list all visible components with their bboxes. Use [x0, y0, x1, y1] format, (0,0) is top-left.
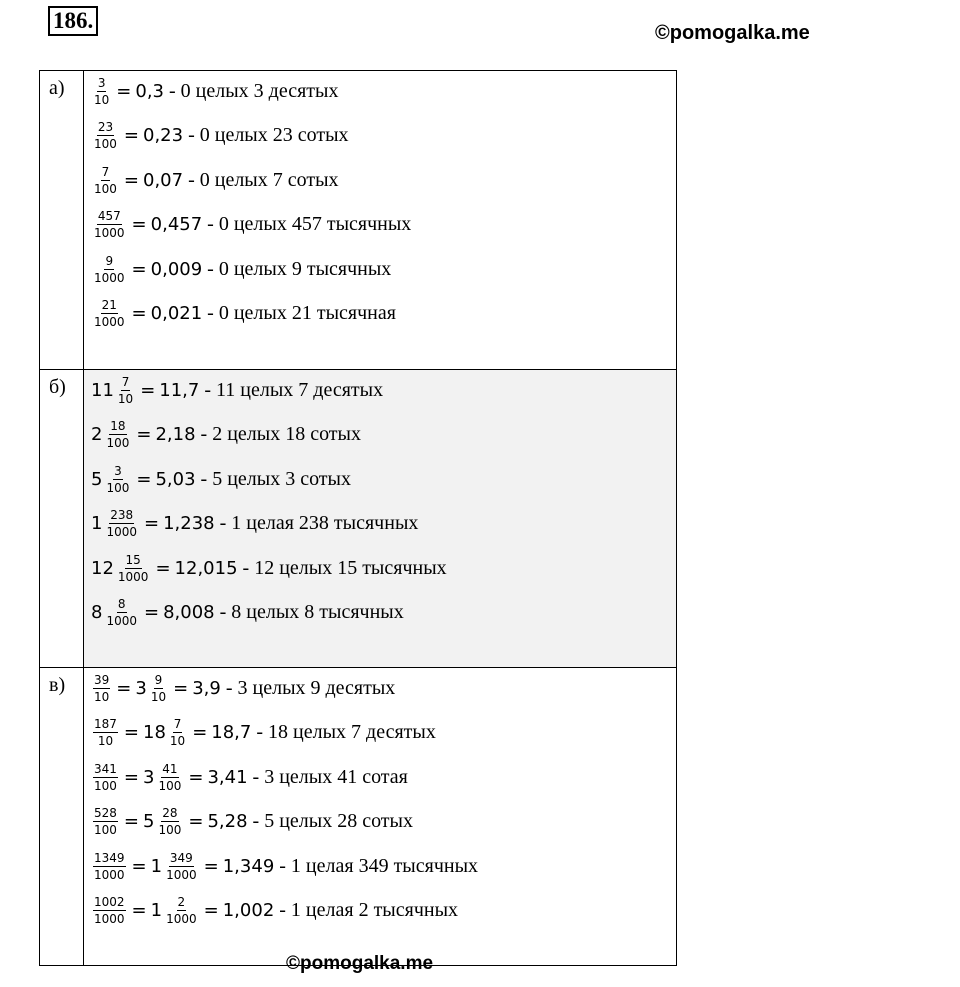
fraction-numerator: 21: [101, 297, 117, 312]
fraction: [93, 718, 118, 747]
fraction-denominator: 10: [169, 733, 186, 748]
decimal-result: 11,7: [159, 379, 200, 401]
equation-line: [91, 592, 404, 632]
equals-sign: =: [123, 810, 139, 832]
fraction-denominator: 100: [106, 435, 130, 450]
fraction-numerator: 9: [105, 253, 114, 268]
fraction: [93, 896, 126, 925]
equals-sign: =: [188, 766, 204, 788]
equation-line: [91, 459, 351, 499]
equals-sign: =: [140, 379, 156, 401]
decimal-result: 1,349: [222, 855, 275, 877]
decimal-result: 1,238: [163, 512, 215, 534]
decimal-result: 0,3: [135, 80, 165, 102]
fraction: [93, 166, 118, 195]
fraction-denominator: 1000: [94, 314, 125, 329]
whole-part: 5: [91, 468, 103, 490]
decimal-result: 5,28: [207, 810, 248, 832]
verbal-description: - 0 целых 3 десятых: [169, 79, 339, 102]
fraction-numerator: 341: [94, 761, 117, 776]
whole-part: 12: [91, 557, 114, 579]
verbal-description: - 0 целых 21 тысячная: [207, 301, 396, 324]
fraction-numerator: 349: [169, 850, 193, 865]
equals-sign: =: [144, 512, 160, 534]
fraction: [105, 509, 138, 538]
equals-sign: =: [123, 169, 139, 191]
fraction-denominator: 1000: [117, 569, 149, 584]
equation-line: [91, 846, 478, 886]
decimal-result: 0,23: [143, 124, 184, 146]
fraction-denominator: 1000: [94, 270, 125, 285]
fraction-denominator: 100: [158, 822, 182, 837]
fraction-numerator: 9: [154, 672, 163, 687]
decimal-result: 12,015: [174, 557, 238, 579]
fraction-denominator: 1000: [106, 524, 137, 539]
section-label: в): [40, 668, 84, 965]
fraction-numerator: 528: [94, 805, 117, 820]
decimal-result: 5,03: [155, 468, 196, 490]
fraction-denominator: 100: [106, 480, 130, 495]
fraction-numerator: 7: [173, 716, 182, 731]
section-1: [40, 71, 676, 369]
equation-line: [91, 249, 391, 289]
equation-line: [91, 548, 447, 588]
decimal-result: 3,9: [192, 677, 221, 699]
equals-sign: =: [203, 855, 219, 877]
equation-line: [91, 890, 458, 930]
equals-sign: =: [116, 80, 132, 102]
verbal-description: - 18 целых 7 десятых: [256, 720, 436, 743]
fraction-denominator: 100: [94, 181, 117, 196]
equation-line: [91, 293, 396, 333]
decimal-result: 0,021: [150, 302, 203, 324]
whole-part: 5: [143, 810, 155, 832]
whole-part: 8: [91, 601, 103, 623]
fraction: [117, 554, 150, 583]
verbal-description: - 0 целых 9 тысячных: [207, 257, 392, 280]
fraction-numerator: 23: [97, 119, 114, 134]
fraction-numerator: 1002: [94, 894, 125, 909]
verbal-description: - 3 целых 9 десятых: [225, 676, 396, 699]
verbal-description: - 12 целых 15 тысячных: [242, 556, 447, 579]
fraction-numerator: 457: [97, 208, 121, 223]
equals-sign: =: [136, 423, 152, 445]
fraction-denominator: 10: [94, 92, 110, 107]
equals-sign: =: [116, 677, 132, 699]
fraction: [93, 807, 118, 836]
watermark-top: ©pomogalka.me: [655, 22, 810, 44]
decimal-result: 3,41: [207, 766, 248, 788]
fraction-numerator: 3: [114, 463, 122, 478]
whole-part: 1: [91, 512, 103, 534]
equation-line: [91, 370, 383, 410]
verbal-description: - 5 целых 3 сотых: [200, 467, 351, 490]
section-2: [40, 369, 676, 667]
verbal-description: - 2 целых 18 сотых: [200, 422, 361, 445]
verbal-description: - 0 целых 23 сотых: [188, 123, 349, 146]
equation-line: [91, 71, 338, 111]
verbal-description: - 1 целая 238 тысячных: [219, 511, 419, 534]
fraction: [105, 465, 130, 494]
decimal-result: 1,002: [222, 899, 275, 921]
fraction-denominator: 100: [94, 778, 117, 793]
fraction-numerator: 28: [162, 805, 178, 820]
fraction-denominator: 10: [117, 391, 134, 406]
verbal-description: - 0 целых 457 тысячных: [207, 212, 412, 235]
equation-line: [91, 160, 339, 200]
equals-sign: =: [123, 766, 139, 788]
fraction-denominator: 10: [94, 689, 110, 704]
equals-sign: =: [203, 899, 219, 921]
equals-sign: =: [131, 855, 147, 877]
equation-line: [91, 801, 413, 841]
section-content: [84, 370, 676, 667]
equation-line: [91, 503, 418, 543]
fraction-numerator: 8: [117, 596, 126, 611]
equals-sign: =: [131, 213, 147, 235]
task-number-suffix: .: [87, 8, 94, 33]
verbal-description: - 0 целых 7 сотых: [188, 168, 339, 191]
whole-part: 2: [91, 423, 103, 445]
equation-line: [91, 115, 349, 155]
fraction: [105, 598, 138, 627]
equation-line: [91, 204, 411, 244]
fraction-denominator: 1000: [166, 867, 197, 882]
fraction-denominator: 1000: [106, 613, 137, 628]
fraction: [93, 763, 118, 792]
section-3: [40, 667, 676, 965]
task-number: [48, 6, 98, 36]
fraction-numerator: 41: [162, 761, 178, 776]
fraction-denominator: 10: [97, 733, 114, 748]
fraction: [157, 807, 182, 836]
fraction-numerator: 2: [177, 894, 186, 909]
fraction: [93, 299, 126, 328]
task-number-value: 186: [53, 8, 88, 33]
fraction-denominator: 100: [158, 778, 182, 793]
fraction-numerator: 7: [101, 164, 110, 179]
fraction: [165, 852, 198, 881]
fraction: [93, 674, 110, 703]
equation-line: [91, 757, 408, 797]
equals-sign: =: [188, 810, 204, 832]
fraction: [93, 210, 126, 239]
equals-sign: =: [192, 721, 208, 743]
fraction: [117, 376, 134, 405]
whole-part: 1: [150, 899, 163, 921]
verbal-description: - 11 целых 7 десятых: [204, 378, 384, 401]
fraction: [105, 420, 130, 449]
decimal-result: 0,457: [150, 213, 203, 235]
fraction-denominator: 100: [94, 136, 117, 151]
equation-line: [91, 414, 361, 454]
fraction-numerator: 7: [121, 374, 130, 389]
equals-sign: =: [155, 557, 171, 579]
decimal-result: 0,009: [150, 258, 203, 280]
fraction-denominator: 100: [94, 822, 117, 837]
whole-part: 3: [143, 766, 155, 788]
equation-line: [91, 712, 436, 752]
fraction-numerator: 1349: [94, 850, 125, 865]
equals-sign: =: [131, 899, 147, 921]
whole-part: 11: [91, 379, 114, 401]
fraction: [93, 121, 118, 150]
equals-sign: =: [131, 302, 147, 324]
fraction: [157, 763, 182, 792]
fraction-numerator: 18: [110, 418, 126, 433]
section-content: [84, 668, 676, 965]
verbal-description: - 8 целых 8 тысячных: [219, 600, 404, 623]
equals-sign: =: [123, 721, 139, 743]
decimal-result: 8,008: [163, 601, 215, 623]
section-label: а): [40, 71, 84, 369]
decimal-result: 2,18: [155, 423, 196, 445]
fraction: [165, 896, 198, 925]
fraction-denominator: 1000: [166, 911, 197, 926]
decimal-result: 0,07: [143, 169, 184, 191]
fraction-numerator: 238: [110, 507, 134, 522]
equals-sign: =: [144, 601, 160, 623]
fraction: [93, 255, 126, 284]
equals-sign: =: [131, 258, 147, 280]
equals-sign: =: [123, 124, 139, 146]
fraction-numerator: 15: [125, 552, 141, 567]
watermark-bottom: ©pomogalka.me: [286, 953, 434, 974]
whole-part: 3: [135, 677, 147, 699]
fraction: [150, 674, 167, 703]
fraction-numerator: 3: [97, 75, 106, 90]
verbal-description: - 1 целая 349 тысячных: [279, 854, 479, 877]
fraction: [93, 77, 110, 106]
fraction-denominator: 1000: [94, 867, 125, 882]
fraction: [169, 718, 186, 747]
whole-part: 1: [150, 855, 163, 877]
equals-sign: =: [173, 677, 189, 699]
section-content: [84, 71, 676, 369]
equals-sign: =: [136, 468, 152, 490]
fraction-denominator: 10: [150, 689, 167, 704]
fraction-denominator: 1000: [94, 225, 125, 240]
fraction: [93, 852, 126, 881]
whole-part: 18: [143, 721, 166, 743]
fraction-numerator: 39: [94, 672, 110, 687]
equation-line: [91, 668, 395, 708]
fraction-denominator: 1000: [94, 911, 125, 926]
section-label: б): [40, 370, 84, 667]
verbal-description: - 1 целая 2 тысячных: [279, 898, 459, 921]
fraction-numerator: 187: [94, 716, 117, 731]
decimal-result: 18,7: [211, 721, 252, 743]
solution-table: [39, 70, 677, 966]
verbal-description: - 5 целых 28 сотых: [252, 809, 413, 832]
verbal-description: - 3 целых 41 сотая: [252, 765, 408, 788]
